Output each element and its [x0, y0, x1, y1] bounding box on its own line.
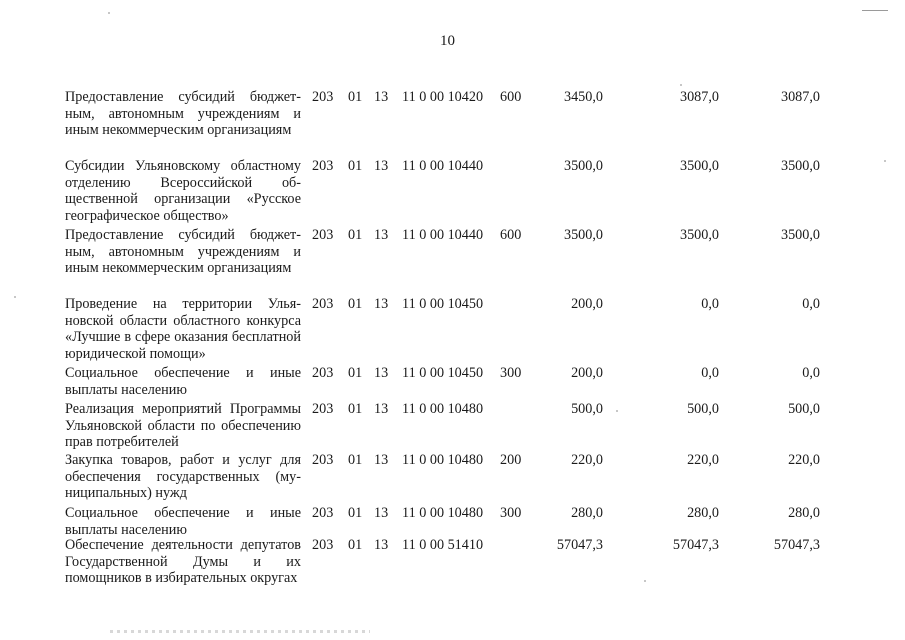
subsection-code: 13 [374, 505, 389, 521]
amount-year-3: 3500,0 [780, 227, 820, 243]
amount-year-3: 0,0 [802, 365, 820, 381]
row-name: Реализация мероприятий Программы Ульяновской области по обеспечению прав потребителей [65, 401, 301, 451]
amount-year-3: 220,0 [788, 452, 820, 468]
scan-speck [14, 296, 16, 298]
table-row [65, 296, 845, 365]
row-name: Социальное обеспечение и иные выплаты населению [65, 365, 301, 398]
subsection-code: 13 [374, 401, 389, 417]
target-article-code: 11 0 00 51410 [402, 537, 484, 553]
amount-year-3: 0,0 [802, 296, 820, 312]
table-row [65, 537, 845, 607]
table-row [65, 89, 845, 158]
amount-year-2: 57047,3 [672, 537, 719, 553]
table-row [65, 401, 845, 452]
grbs-code: 203 [312, 401, 334, 417]
row-name: Проведение на территории Ульяновской области областного конкурса «Лучшие в сфере оказания бесплатной юридической помощи» [65, 296, 301, 362]
grbs-code: 203 [312, 505, 334, 521]
section-code: 01 [348, 401, 363, 417]
scan-bottom-smudge [110, 630, 370, 633]
table-row [65, 158, 845, 227]
row-name: Закупка товаров, работ и услуг для обеспечения государственных (муниципальных) нужд [65, 452, 301, 502]
grbs-code: 203 [312, 365, 334, 381]
amount-year-3: 500,0 [788, 401, 820, 417]
scan-corner-mark [862, 10, 888, 11]
subsection-code: 13 [374, 537, 389, 553]
row-name: Социальное обеспечение и иные выплаты населению [65, 505, 301, 538]
section-code: 01 [348, 537, 363, 553]
amount-year-2: 3500,0 [679, 158, 719, 174]
amount-year-1: 200,0 [571, 296, 603, 312]
budget-table [65, 89, 845, 607]
amount-year-3: 3087,0 [780, 89, 820, 105]
section-code: 01 [348, 158, 363, 174]
subsection-code: 13 [374, 365, 389, 381]
table-row [65, 452, 845, 505]
expense-type-code: 600 [500, 227, 522, 243]
amount-year-1: 280,0 [571, 505, 603, 521]
grbs-code: 203 [312, 227, 334, 243]
expense-type-code: 600 [500, 89, 522, 105]
section-code: 01 [348, 296, 363, 312]
page-number: 10 [440, 33, 455, 49]
grbs-code: 203 [312, 537, 334, 553]
subsection-code: 13 [374, 296, 389, 312]
target-article-code: 11 0 00 10480 [402, 452, 484, 468]
amount-year-3: 280,0 [788, 505, 820, 521]
section-code: 01 [348, 505, 363, 521]
amount-year-2: 220,0 [687, 452, 719, 468]
scan-speck [644, 580, 646, 582]
expense-type-code: 300 [500, 365, 522, 381]
section-code: 01 [348, 365, 363, 381]
amount-year-1: 220,0 [571, 452, 603, 468]
table-row [65, 365, 845, 401]
expense-type-code: 200 [500, 452, 522, 468]
table-row [65, 505, 845, 537]
grbs-code: 203 [312, 452, 334, 468]
grbs-code: 203 [312, 158, 334, 174]
amount-year-2: 0,0 [701, 365, 719, 381]
scan-speck [680, 84, 682, 86]
amount-year-2: 0,0 [701, 296, 719, 312]
subsection-code: 13 [374, 89, 389, 105]
amount-year-3: 57047,3 [773, 537, 820, 553]
subsection-code: 13 [374, 452, 389, 468]
row-name: Обеспечение деятельности депутатов Государственной Думы и их помощников в избирательных округах [65, 537, 301, 587]
amount-year-2: 3087,0 [679, 89, 719, 105]
row-name: Предоставление субсидий бюджетным, автономным учреждениям и иным некоммерческим организациям [65, 227, 301, 277]
amount-year-1: 200,0 [571, 365, 603, 381]
expense-type-code: 300 [500, 505, 522, 521]
section-code: 01 [348, 89, 363, 105]
table-row [65, 227, 845, 296]
target-article-code: 11 0 00 10450 [402, 365, 484, 381]
grbs-code: 203 [312, 89, 334, 105]
subsection-code: 13 [374, 227, 389, 243]
target-article-code: 11 0 00 10480 [402, 505, 484, 521]
target-article-code: 11 0 00 10440 [402, 158, 484, 174]
section-code: 01 [348, 452, 363, 468]
amount-year-3: 3500,0 [780, 158, 820, 174]
row-name: Субсидии Ульяновскому областному отделению Всероссийской общественной организации «Русское географическое общество» [65, 158, 301, 224]
amount-year-2: 500,0 [687, 401, 719, 417]
row-name: Предоставление субсидий бюджетным, автономным учреждениям и иным некоммерческим организациям [65, 89, 301, 139]
target-article-code: 11 0 00 10440 [402, 227, 484, 243]
amount-year-2: 3500,0 [679, 227, 719, 243]
amount-year-1: 500,0 [571, 401, 603, 417]
amount-year-1: 57047,3 [556, 537, 603, 553]
target-article-code: 11 0 00 10450 [402, 296, 484, 312]
amount-year-1: 3500,0 [563, 158, 603, 174]
scan-speck [108, 12, 110, 14]
grbs-code: 203 [312, 296, 334, 312]
subsection-code: 13 [374, 158, 389, 174]
target-article-code: 11 0 00 10480 [402, 401, 484, 417]
amount-year-2: 280,0 [687, 505, 719, 521]
amount-year-1: 3500,0 [563, 227, 603, 243]
section-code: 01 [348, 227, 363, 243]
scan-speck [616, 410, 618, 412]
target-article-code: 11 0 00 10420 [402, 89, 484, 105]
amount-year-1: 3450,0 [563, 89, 603, 105]
scan-speck [884, 160, 886, 162]
